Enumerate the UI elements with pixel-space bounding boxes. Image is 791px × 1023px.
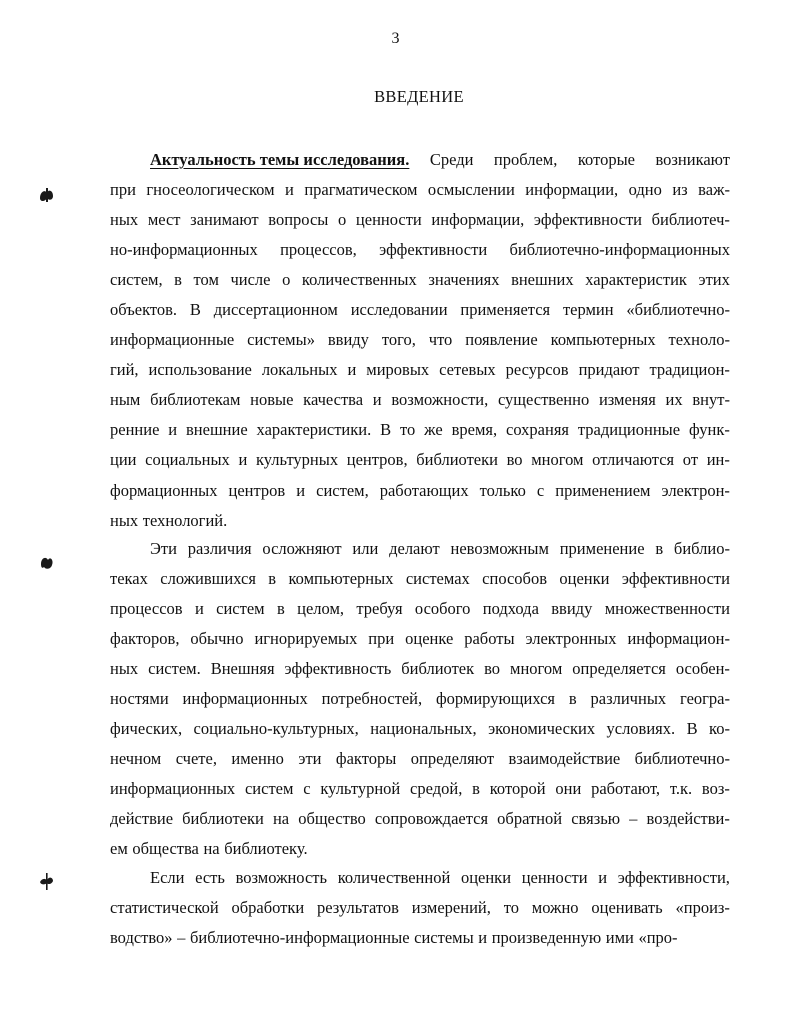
text-line: Эти различия осложняют или делают невозможным применение в библио- <box>150 539 730 558</box>
text-line: фических, социально-культурных, национальных, экономических условиях. В ко- <box>110 719 730 739</box>
text-line: нечном счете, именно эти факторы определяют взаимодействие библиотечно- <box>110 749 730 769</box>
text-line: ных мест занимают вопросы о ценности информации, эффективности библиотеч- <box>110 210 730 230</box>
text-line: при гносеологическом и прагматическом осмыслении информации, одно из важ- <box>110 180 730 200</box>
margin-mark-icon <box>36 552 58 574</box>
text-line: ренние и внешние характеристики. В то же время, сохраняя традиционные функ- <box>110 420 730 440</box>
text-line: формационных центров и систем, работающих только с применением электрон- <box>110 480 730 500</box>
text-line: ем общества на библиотеку. <box>110 839 308 859</box>
text-line: ным библиотекам новые качества и возможности, существенно изменяя их внут- <box>110 390 730 410</box>
text-line: факторов, обычно игнорируемых при оценке работы электронных информацион- <box>110 629 730 649</box>
text-line: теках сложившихся в компьютерных системах способов оценки эффективности <box>110 569 730 589</box>
text-line: гий, использование локальных и мировых сетевых ресурсов придают традицион- <box>110 360 730 380</box>
text-line: но-информационных процессов, эффективности библиотечно-информационных <box>110 240 730 260</box>
section-heading: ВВЕДЕНИЕ <box>374 87 464 106</box>
margin-mark-icon <box>36 870 58 892</box>
paragraph-quantitative <box>110 863 730 953</box>
text-line: информационных систем с культурной средой, в которой они работают, т.к. воз- <box>110 779 730 799</box>
text-line: процессов и систем в целом, требуя особого подхода ввиду множественности <box>110 599 730 619</box>
text-line: ции социальных и культурных центров, библиотеки во многом отличаются от ин- <box>110 450 730 470</box>
margin-mark-icon <box>36 184 58 206</box>
lead-phrase: Актуальность темы исследования. <box>150 150 410 169</box>
text-line: водство» – библиотечно-информационные системы и произведенную ими «про- <box>110 928 678 948</box>
text-line: систем, в том числе о количественных значениях внешних характеристик этих <box>110 270 730 290</box>
text-line: информационные системы» ввиду того, что появление компьютерных техноло- <box>110 330 730 350</box>
paragraph-differences <box>110 534 730 865</box>
text-line: ных систем. Внешняя эффективность библиотек во многом определяется особен- <box>110 659 730 679</box>
page-number: 3 <box>391 30 400 47</box>
text-line: Актуальность темы исследования. Среди проблем, которые возникают <box>110 145 730 175</box>
text-line: действие библиотеки на общество сопровождается обратной связью – воздействи- <box>110 809 730 829</box>
text-line: ных технологий. <box>110 510 228 530</box>
text-line: ностями информационных потребностей, формирующихся в различных геогра- <box>110 689 730 709</box>
text-line: объектов. В диссертационном исследовании применяется термин «библиотечно- <box>110 300 730 320</box>
text-line: статистической обработки результатов измерений, то можно оценивать «произ- <box>110 898 730 918</box>
text-line: Если есть возможность количественной оценки ценности и эффективности, <box>150 868 730 887</box>
paragraph-relevance <box>110 145 730 536</box>
